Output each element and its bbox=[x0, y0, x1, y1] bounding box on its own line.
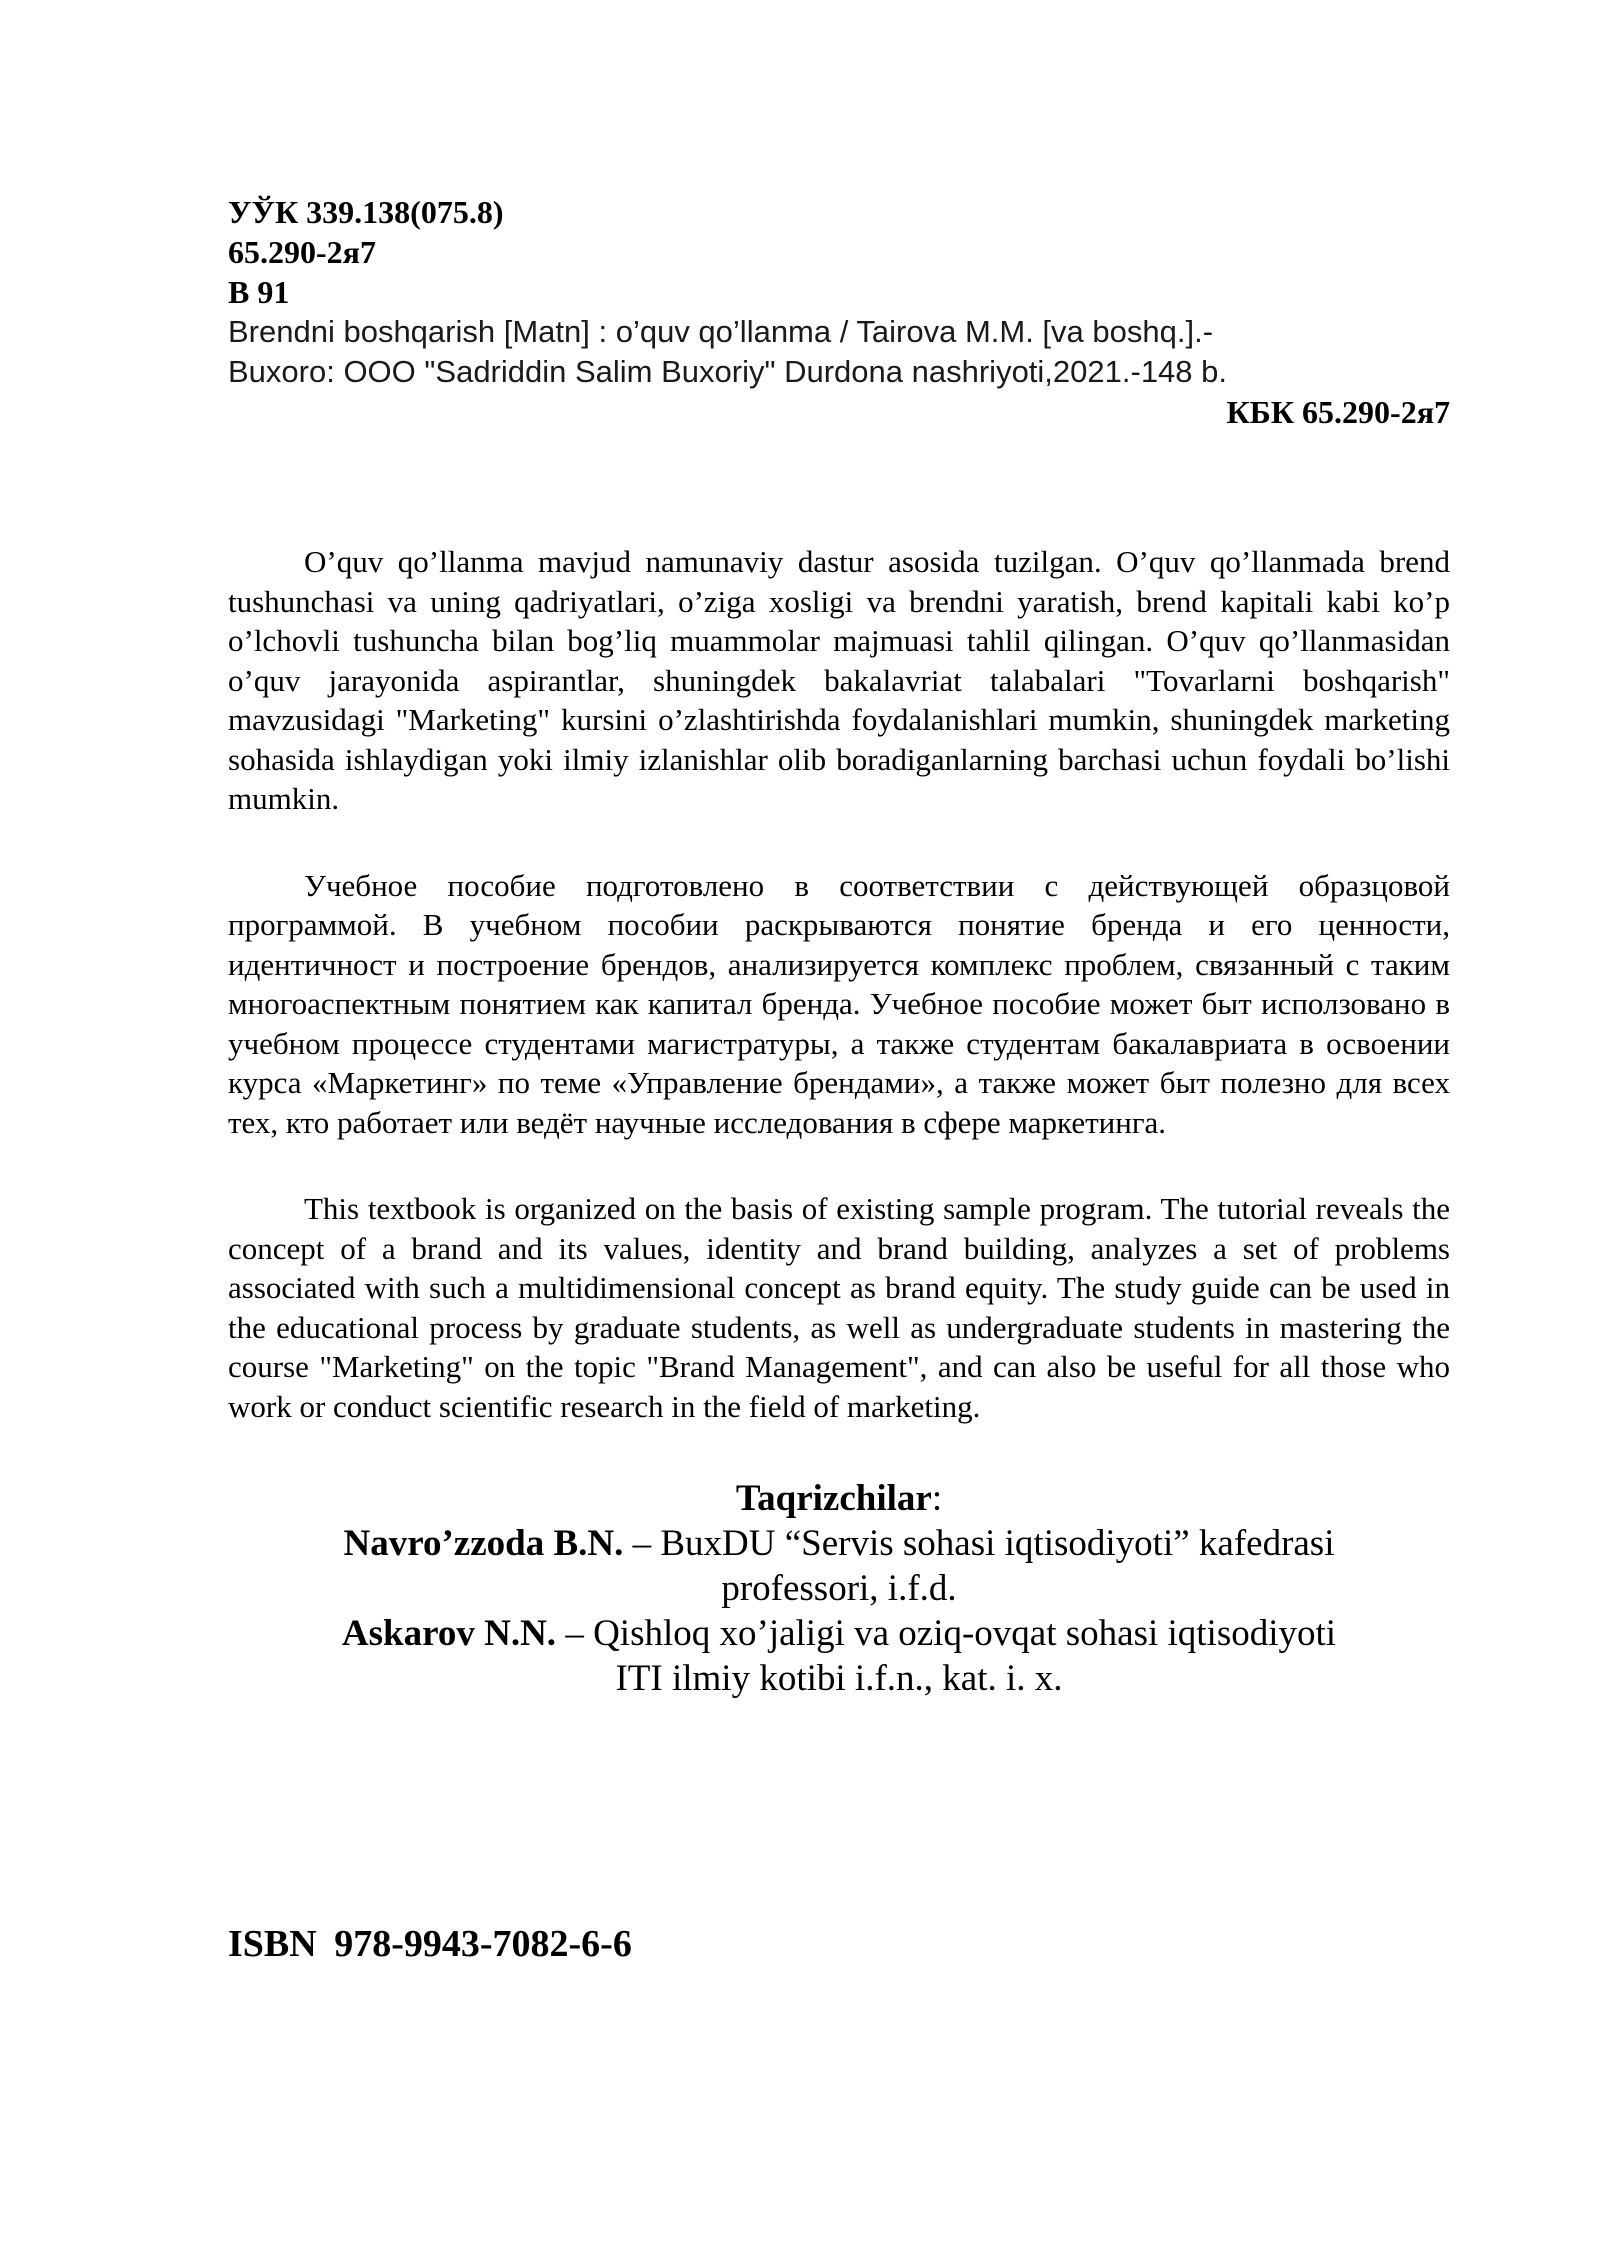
reviewer-2-desc-line2: ITI ilmiy kotibi i.f.n., kat. i. x. bbox=[615, 1658, 1063, 1699]
bibliographic-entry-line1: Brendni boshqarish [Matn] : o’quv qo’llanma / Tairova M.M. [va boshq.].- bbox=[228, 314, 1214, 349]
bbk-code: 65.290-2я7 bbox=[228, 234, 376, 270]
abstract-uzbek: O’quv qo’llanma mavjud namunaviy dastur asosida tuzilgan. O’quv qo’llanmada brend tushunchasi va uning qadriyatlari, o’ziga xosligi va brendni yaratish, brend kapitali kabi ko’p o’lchovli tushuncha bilan bog’liq muammolar majmuasi tahlil qilingan. O’quv qo’llanmasidan o’quv jarayonida aspirantlar, shuningdek bakalavriat talabalari "Tovarlarni boshqarish" mavzusidagi "Marketing" kursini o’zlashtirishda foydalanishlari mumkin, shuningdek marketing sohasida ishlaydigan yoki ilmiy izlanishlar olib boradiganlarning barchasi uchun foydali bo’lishi mumkin. bbox=[228, 544, 1450, 816]
reviewers-block bbox=[228, 1476, 1450, 1701]
bbk-right-code: КБК 65.290-2я7 bbox=[1226, 394, 1450, 430]
author-mark: В 91 bbox=[228, 274, 290, 310]
reviewers-title: Taqrizchilar bbox=[735, 1478, 932, 1519]
page-content bbox=[228, 192, 1450, 1701]
reviewers-heading bbox=[228, 1476, 1450, 1521]
reviewer-2-line1 bbox=[228, 1611, 1450, 1656]
isbn-number: ISBN 978-9943-7082-6-6 bbox=[228, 1923, 632, 1965]
bibliographic-entry-line2: Buxoro: OOO "Sadriddin Salim Buxoriy" Durdona nashriyoti,2021.-148 b. bbox=[228, 354, 1228, 389]
reviewer-1-desc-line2: professori, i.f.d. bbox=[721, 1568, 957, 1609]
udk-code: УЎК 339.138(075.8) bbox=[228, 194, 504, 230]
catalog-block bbox=[228, 192, 1450, 432]
abstract-english: This textbook is organized on the basis of existing sample program. The tutorial reveals the concept of a brand and its values, identity and brand building, analyzes a set of problems associated with such a multidimensional concept as brand equity. The study guide can be used in the educational process by graduate students, as well as undergraduate students in mastering the course "Marketing" on the topic "Brand Management", and can also be useful for all those who work or conduct scientific research in the field of marketing. bbox=[228, 1191, 1450, 1424]
reviewer-1-desc-line1: – BuxDU “Servis sohasi iqtisodiyoti” kafedrasi bbox=[623, 1523, 1335, 1564]
reviewer-1-line1 bbox=[228, 1521, 1450, 1566]
abstract-russian: Учебное пособие подготовлено в соответствии с действующей образцовой программой. В учебном пособии раскрываются понятие бренда и его ценности, идентичност и построение брендов, анализируется комплекс проблем, связанный с таким многоаспектным понятием как капитал бренда. Учебное пособие может быт исползовано в учебном процессе студентами магистратуры, а также студентам бакалавриата в освоении курса «Маркетинг» по теме «Управление брендами», а также может быт полезно для всех тех, кто работает или ведёт научные исследования в сфере маркетинга. bbox=[228, 867, 1450, 1140]
reviewer-2-desc-line1: – Qishloq xo’jaligi va oziq-ovqat sohasi iqtisodiyoti bbox=[556, 1613, 1337, 1654]
reviewer-2-name: Askarov N.N. bbox=[341, 1613, 557, 1654]
reviewers-title-colon: : bbox=[931, 1478, 943, 1519]
reviewer-1-name: Navro’zzoda B.N. bbox=[343, 1523, 624, 1564]
